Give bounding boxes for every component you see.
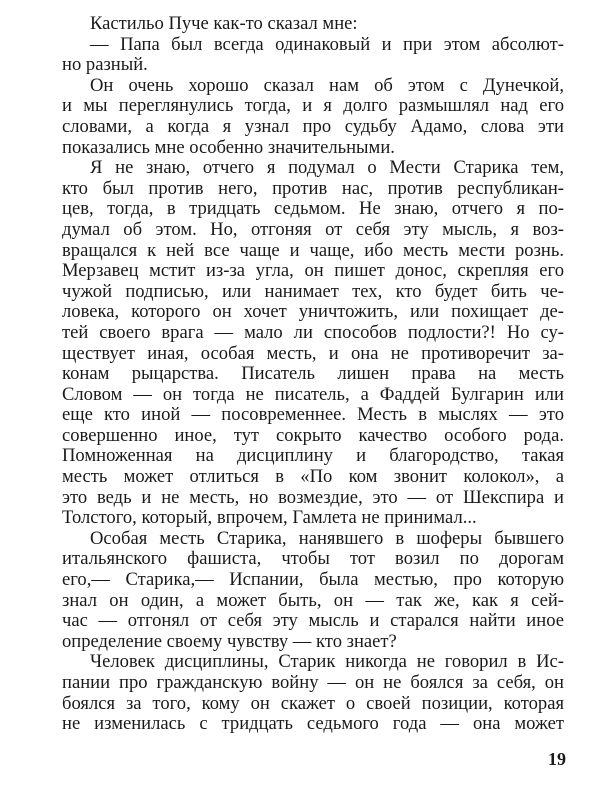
text-line: чужой подписью, или нанимает тех, кто будет бить че-: [62, 280, 564, 302]
text-line: пании про гражданскую войну — он не боялся за себя, он: [62, 672, 564, 693]
body-text: [62, 14, 564, 735]
text-line: еще кто иной — посовременнее. Месть в мыслях — это: [62, 404, 564, 426]
text-line: и мы переглянулись тогда, и я долго размышлял над его: [62, 95, 564, 117]
text-line: его,— Старика,— Испании, была местью, про которую: [62, 569, 564, 591]
text-line: Мерзавец мстит из-за угла, он пишет донос, скрепляя его: [62, 260, 564, 282]
text-line: Я не знаю, отчего я подумал о Мести Старика тем,: [90, 157, 564, 179]
text-line: показались мне особенно значительными.: [62, 136, 395, 158]
page-number: 19: [548, 749, 566, 769]
text-line: не изменилась с тридцать седьмого года — она может: [62, 713, 564, 735]
text-line: но разный.: [62, 54, 148, 76]
text-line: определение своему чувству — кто знает?: [62, 630, 397, 652]
text-line: час — отгонял от себя эту мысль и старался найти иное: [62, 610, 564, 632]
text-line: Кастильо Пуче как-то сказал мне:: [90, 13, 358, 34]
text-line: это ведь и не месть, но возмездие, это — от Шекспира и: [62, 486, 564, 508]
text-line: тей своего врага — мало ли способов подлости?! Но су-: [62, 321, 564, 343]
text-line: Особая месть Старика, нанявшего в шоферы бывшего: [90, 527, 564, 549]
text-line: — Папа был всегда одинаковый и при этом абсолют-: [90, 33, 564, 55]
text-line: Помноженная на дисциплину и благородство, такая: [62, 445, 564, 467]
text-line: Толстого, который, впрочем, Гамлета не принимал...: [62, 507, 477, 529]
text-line: словами, а когда я узнал про судьбу Адамо, слова эти: [62, 115, 564, 137]
text-line: кто был против него, против нас, против республикан-: [62, 177, 564, 199]
text-line: вращался к ней все чаще и чаще, ибо месть мести рознь.: [62, 239, 564, 261]
text-line: Словом — он тогда не писатель, а Фаддей Булгарин или: [62, 383, 564, 405]
text-line: думал об этом. Но, отгоняя от себя эту мысль, я воз-: [62, 218, 564, 240]
text-line: цев, тогда, в тридцать седьмом. Не знаю, отчего я по-: [62, 198, 564, 220]
text-line: ществует иная, особая месть, и она не противоречит за-: [62, 342, 564, 364]
text-line: Человек дисциплины, Старик никогда не говорил в Ис-: [90, 651, 564, 673]
text-line: знал он один, а может быть, он — так же, как я сей-: [62, 589, 564, 611]
text-line: конам рыцарства. Писатель лишен права на месть: [62, 363, 564, 385]
text-line: Он очень хорошо сказал нам об этом с Дунечкой,: [90, 74, 564, 96]
text-line: итальянского фашиста, чтобы тот возил по дорогам: [62, 548, 564, 570]
text-line: месть может отлиться в «По ком звонит колокол», а: [62, 466, 564, 488]
text-line: боялся за того, кому он скажет о своей позиции, которая: [62, 692, 564, 714]
text-line: совершенно иное, тут сокрыто качество особого рода.: [62, 424, 564, 446]
text-line: ловека, которого он хочет уничтожить, или похищает де-: [62, 301, 564, 323]
